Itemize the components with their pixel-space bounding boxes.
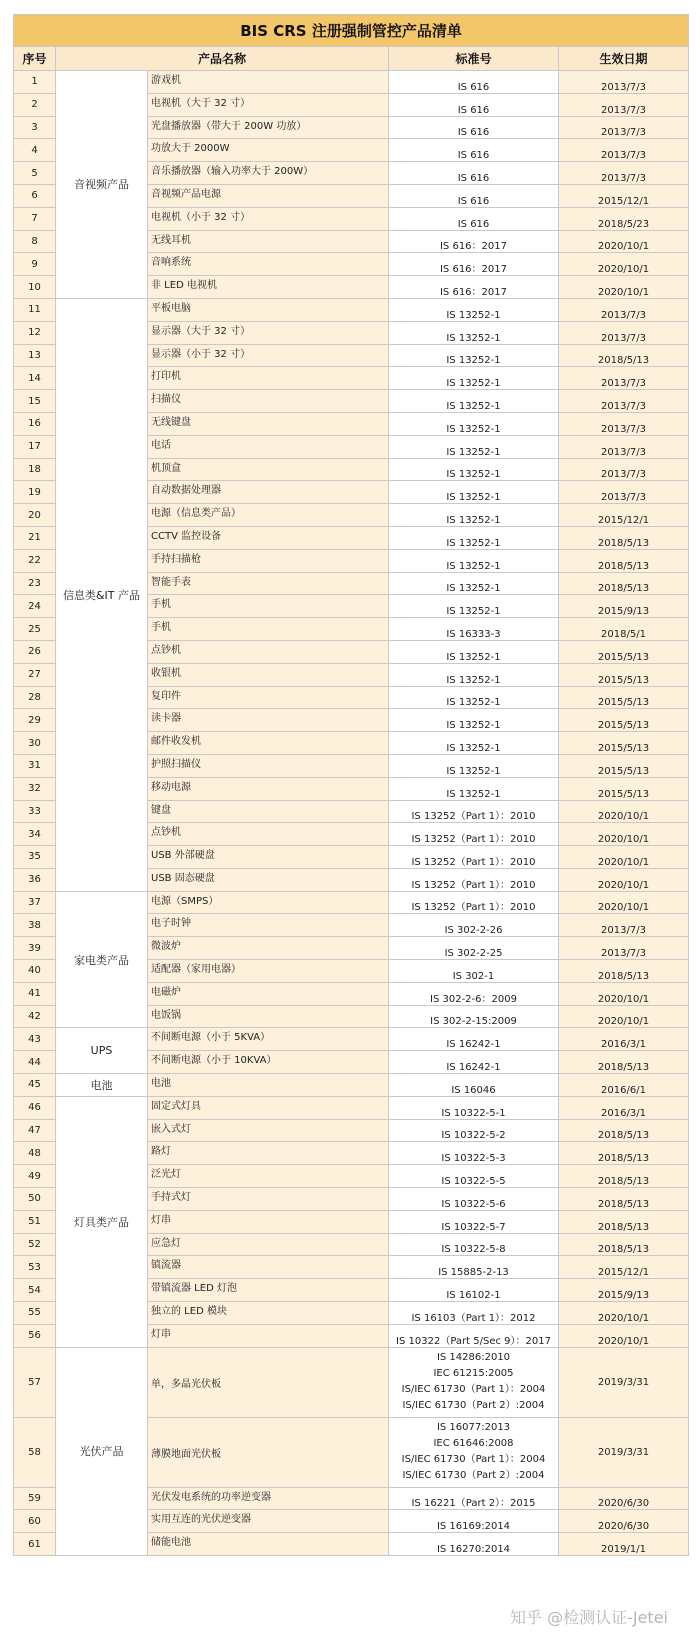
- standard-cell: IS 16242-1: [389, 1051, 559, 1074]
- standard-cell: IS 13252-1: [389, 686, 559, 709]
- product-name-cell: 光盘播放器（带大于 200W 功放）: [148, 116, 389, 139]
- product-name-cell: 带镇流器 LED 灯泡: [148, 1279, 389, 1302]
- row-number: 34: [14, 823, 56, 846]
- effective-date-cell: 2013/7/3: [559, 162, 689, 185]
- standard-cell: IS 13252（Part 1）：2010: [389, 846, 559, 869]
- category-cell: 光伏产品: [56, 1347, 148, 1555]
- product-name-cell: 收银机: [148, 663, 389, 686]
- product-name-cell: 固定式灯具: [148, 1096, 389, 1119]
- standard-cell: IS 13252-1: [389, 321, 559, 344]
- row-number: 6: [14, 184, 56, 207]
- row-number: 5: [14, 162, 56, 185]
- standard-cell: IS 10322-5-8: [389, 1233, 559, 1256]
- product-name-cell: 非 LED 电视机: [148, 276, 389, 299]
- row-number: 54: [14, 1279, 56, 1302]
- effective-date-cell: 2013/7/3: [559, 914, 689, 937]
- standard-cell: IS 616: [389, 93, 559, 116]
- effective-date-cell: 2013/7/3: [559, 481, 689, 504]
- row-number: 41: [14, 982, 56, 1005]
- row-number: 12: [14, 321, 56, 344]
- table-body: [14, 71, 689, 1556]
- product-name-cell: 灯串: [148, 1324, 389, 1347]
- product-name-cell: 键盘: [148, 800, 389, 823]
- standard-cell: [389, 1347, 559, 1417]
- standard-line: IS/IEC 61730（Part 1）：2004: [401, 1384, 546, 1396]
- header-date: 生效日期: [559, 47, 689, 71]
- product-name-cell: 邮件收发机: [148, 732, 389, 755]
- product-name-cell: 无线键盘: [148, 412, 389, 435]
- product-name-cell: 灯串: [148, 1210, 389, 1233]
- effective-date-cell: 2018/5/13: [559, 1188, 689, 1211]
- effective-date-cell: 2015/9/13: [559, 595, 689, 618]
- header-product: 产品名称: [56, 47, 389, 71]
- product-name-cell: 电视机（大于 32 寸）: [148, 93, 389, 116]
- effective-date-cell: 2018/5/13: [559, 1051, 689, 1074]
- effective-date-cell: 2018/5/13: [559, 960, 689, 983]
- standard-cell: IS 10322-5-1: [389, 1096, 559, 1119]
- effective-date-cell: 2020/10/1: [559, 1005, 689, 1028]
- standard-cell: IS 10322-5-7: [389, 1210, 559, 1233]
- standard-cell: IS 13252-1: [389, 435, 559, 458]
- standard-cell: IS 302-2-25: [389, 937, 559, 960]
- standard-line: IS/IEC 61730（Part 2）:2004: [402, 1400, 545, 1412]
- product-name-cell: 嵌入式灯: [148, 1119, 389, 1142]
- product-name-cell: 自动数据处理器: [148, 481, 389, 504]
- standard-cell: IS 13252-1: [389, 549, 559, 572]
- category-cell: 信息类&IT 产品: [56, 298, 148, 891]
- product-name-cell: 音响系统: [148, 253, 389, 276]
- row-number: 1: [14, 71, 56, 94]
- standard-cell: IS 302-1: [389, 960, 559, 983]
- effective-date-cell: 2018/5/13: [559, 572, 689, 595]
- product-name-cell: 薄膜地面光伏板: [148, 1417, 389, 1487]
- product-name-cell: 电池: [148, 1074, 389, 1097]
- standard-cell: IS 13252-1: [389, 526, 559, 549]
- standard-cell: IS 616: [389, 162, 559, 185]
- row-number: 56: [14, 1324, 56, 1347]
- standard-cell: IS 13252-1: [389, 344, 559, 367]
- standard-cell: IS 616：2017: [389, 276, 559, 299]
- product-name-cell: 不间断电源（小于 10KVA）: [148, 1051, 389, 1074]
- row-number: 50: [14, 1188, 56, 1211]
- standard-cell: IS 13252-1: [389, 481, 559, 504]
- product-name-cell: 电视机（小于 32 寸）: [148, 207, 389, 230]
- category-cell: 音视频产品: [56, 71, 148, 299]
- standard-cell: IS 616: [389, 71, 559, 94]
- effective-date-cell: 2016/3/1: [559, 1096, 689, 1119]
- standard-cell: IS 616：2017: [389, 253, 559, 276]
- row-number: 40: [14, 960, 56, 983]
- row-number: 37: [14, 891, 56, 914]
- row-number: 43: [14, 1028, 56, 1051]
- standard-cell: IS 16046: [389, 1074, 559, 1097]
- effective-date-cell: 2018/5/13: [559, 1210, 689, 1233]
- row-number: 14: [14, 367, 56, 390]
- effective-date-cell: 2016/6/1: [559, 1074, 689, 1097]
- standard-cell: IS 16102-1: [389, 1279, 559, 1302]
- effective-date-cell: 2013/7/3: [559, 367, 689, 390]
- category-cell: 家电类产品: [56, 891, 148, 1028]
- product-name-cell: 游戏机: [148, 71, 389, 94]
- row-number: 10: [14, 276, 56, 299]
- product-name-cell: 手持式灯: [148, 1188, 389, 1211]
- product-name-cell: 应急灯: [148, 1233, 389, 1256]
- standard-cell: IS 13252-1: [389, 732, 559, 755]
- effective-date-cell: 2013/7/3: [559, 71, 689, 94]
- product-table: [13, 14, 689, 1556]
- effective-date-cell: 2013/7/3: [559, 435, 689, 458]
- standard-line: IEC 61215:2005: [433, 1368, 514, 1380]
- standard-cell: IS 16169:2014: [389, 1510, 559, 1533]
- product-name-cell: 不间断电源（小于 5KVA）: [148, 1028, 389, 1051]
- table-row: [14, 1096, 689, 1119]
- row-number: 4: [14, 139, 56, 162]
- product-name-cell: 电源（SMPS）: [148, 891, 389, 914]
- product-name-cell: 独立的 LED 模块: [148, 1302, 389, 1325]
- standard-line: IS 14286:2010: [436, 1352, 511, 1364]
- standard-cell: IS 302-2-26: [389, 914, 559, 937]
- product-name-cell: 护照扫描仪: [148, 754, 389, 777]
- effective-date-cell: 2015/5/13: [559, 732, 689, 755]
- standard-line: IEC 61646:2008: [433, 1438, 514, 1450]
- row-number: 39: [14, 937, 56, 960]
- product-name-cell: 无线耳机: [148, 230, 389, 253]
- product-name-cell: 手持扫描枪: [148, 549, 389, 572]
- product-name-cell: 泛光灯: [148, 1165, 389, 1188]
- row-number: 36: [14, 868, 56, 891]
- row-number: 28: [14, 686, 56, 709]
- table-row: [14, 1028, 689, 1051]
- product-name-cell: 功放大于 2000W: [148, 139, 389, 162]
- table-title: BIS CRS 注册强制管控产品清单: [14, 15, 689, 47]
- table-row: [14, 71, 689, 94]
- header-no: 序号: [14, 47, 56, 71]
- effective-date-cell: 2020/10/1: [559, 1302, 689, 1325]
- row-number: 60: [14, 1510, 56, 1533]
- row-number: 20: [14, 504, 56, 527]
- effective-date-cell: 2018/5/13: [559, 344, 689, 367]
- effective-date-cell: 2020/10/1: [559, 891, 689, 914]
- product-name-cell: 适配器（家用电器）: [148, 960, 389, 983]
- row-number: 51: [14, 1210, 56, 1233]
- standard-cell: IS 13252-1: [389, 367, 559, 390]
- standard-cell: IS 10322-5-5: [389, 1165, 559, 1188]
- row-number: 3: [14, 116, 56, 139]
- standard-cell: IS 15885-2-13: [389, 1256, 559, 1279]
- standard-cell: IS 616: [389, 139, 559, 162]
- row-number: 57: [14, 1347, 56, 1417]
- product-name-cell: USB 固态硬盘: [148, 868, 389, 891]
- standard-cell: IS 13252-1: [389, 754, 559, 777]
- product-name-cell: CCTV 监控设备: [148, 526, 389, 549]
- standard-cell: IS 13252（Part 1）：2010: [389, 823, 559, 846]
- row-number: 38: [14, 914, 56, 937]
- product-name-cell: 智能手表: [148, 572, 389, 595]
- row-number: 45: [14, 1074, 56, 1097]
- row-number: 29: [14, 709, 56, 732]
- product-name-cell: USB 外部硬盘: [148, 846, 389, 869]
- standard-cell: IS 13252-1: [389, 412, 559, 435]
- standard-cell: IS 13252-1: [389, 390, 559, 413]
- watermark: 知乎 @检测认证-Jetei: [510, 1608, 668, 1627]
- effective-date-cell: 2020/10/1: [559, 276, 689, 299]
- effective-date-cell: 2020/10/1: [559, 230, 689, 253]
- row-number: 19: [14, 481, 56, 504]
- row-number: 61: [14, 1533, 56, 1556]
- effective-date-cell: 2015/9/13: [559, 1279, 689, 1302]
- standard-cell: IS 13252-1: [389, 504, 559, 527]
- product-name-cell: 实用互连的光伏逆变器: [148, 1510, 389, 1533]
- table-row: [14, 891, 689, 914]
- category-cell: 电池: [56, 1074, 148, 1097]
- product-name-cell: 电磁炉: [148, 982, 389, 1005]
- row-number: 35: [14, 846, 56, 869]
- effective-date-cell: 2018/5/13: [559, 549, 689, 572]
- product-name-cell: 打印机: [148, 367, 389, 390]
- row-number: 22: [14, 549, 56, 572]
- category-cell: UPS: [56, 1028, 148, 1074]
- effective-date-cell: 2019/3/31: [559, 1417, 689, 1487]
- row-number: 31: [14, 754, 56, 777]
- table-row: [14, 1074, 689, 1097]
- effective-date-cell: 2013/7/3: [559, 93, 689, 116]
- standard-cell: IS 16242-1: [389, 1028, 559, 1051]
- product-name-cell: 单，多晶光伏板: [148, 1347, 389, 1417]
- product-name-cell: 镇流器: [148, 1256, 389, 1279]
- table-row: [14, 298, 689, 321]
- effective-date-cell: 2020/10/1: [559, 846, 689, 869]
- table-row: [14, 1347, 689, 1417]
- product-name-cell: 电话: [148, 435, 389, 458]
- effective-date-cell: 2013/7/3: [559, 937, 689, 960]
- standard-cell: IS 616: [389, 207, 559, 230]
- row-number: 17: [14, 435, 56, 458]
- row-number: 27: [14, 663, 56, 686]
- effective-date-cell: 2018/5/13: [559, 1142, 689, 1165]
- standard-line: IS 16077:2013: [436, 1422, 511, 1434]
- standard-cell: IS 10322-5-3: [389, 1142, 559, 1165]
- effective-date-cell: 2013/7/3: [559, 139, 689, 162]
- product-name-cell: 音视频产品电源: [148, 184, 389, 207]
- category-cell: 灯具类产品: [56, 1096, 148, 1347]
- effective-date-cell: 2013/7/3: [559, 458, 689, 481]
- standard-cell: IS 13252-1: [389, 663, 559, 686]
- row-number: 15: [14, 390, 56, 413]
- product-name-cell: 光伏发电系统的功率逆变器: [148, 1487, 389, 1510]
- row-number: 30: [14, 732, 56, 755]
- effective-date-cell: 2015/5/13: [559, 640, 689, 663]
- effective-date-cell: 2013/7/3: [559, 298, 689, 321]
- product-name-cell: 复印件: [148, 686, 389, 709]
- standard-cell: IS 13252-1: [389, 640, 559, 663]
- standard-cell: IS 10322-5-2: [389, 1119, 559, 1142]
- standard-cell: IS 616：2017: [389, 230, 559, 253]
- effective-date-cell: 2020/10/1: [559, 1324, 689, 1347]
- product-name-cell: 储能电池: [148, 1533, 389, 1556]
- row-number: 52: [14, 1233, 56, 1256]
- product-name-cell: 手机: [148, 618, 389, 641]
- effective-date-cell: 2020/6/30: [559, 1487, 689, 1510]
- row-number: 44: [14, 1051, 56, 1074]
- effective-date-cell: 2013/7/3: [559, 321, 689, 344]
- effective-date-cell: 2020/10/1: [559, 868, 689, 891]
- product-name-cell: 平板电脑: [148, 298, 389, 321]
- table-container: [13, 14, 688, 1556]
- effective-date-cell: 2019/1/1: [559, 1533, 689, 1556]
- effective-date-cell: 2018/5/13: [559, 1119, 689, 1142]
- product-name-cell: 显示器（大于 32 寸）: [148, 321, 389, 344]
- row-number: 25: [14, 618, 56, 641]
- row-number: 32: [14, 777, 56, 800]
- standard-line: IS/IEC 61730（Part 1）：2004: [401, 1454, 546, 1466]
- effective-date-cell: 2020/10/1: [559, 253, 689, 276]
- effective-date-cell: 2016/3/1: [559, 1028, 689, 1051]
- standard-cell: IS 13252-1: [389, 458, 559, 481]
- standard-line: IS/IEC 61730（Part 2）:2004: [402, 1470, 545, 1482]
- standard-cell: IS 13252-1: [389, 595, 559, 618]
- row-number: 53: [14, 1256, 56, 1279]
- standard-cell: IS 13252-1: [389, 777, 559, 800]
- product-name-cell: 电饭锅: [148, 1005, 389, 1028]
- product-name-cell: 手机: [148, 595, 389, 618]
- row-number: 7: [14, 207, 56, 230]
- standard-cell: IS 10322-5-6: [389, 1188, 559, 1211]
- row-number: 2: [14, 93, 56, 116]
- standard-cell: IS 13252-1: [389, 709, 559, 732]
- row-number: 18: [14, 458, 56, 481]
- effective-date-cell: 2020/10/1: [559, 823, 689, 846]
- product-name-cell: 点钞机: [148, 640, 389, 663]
- effective-date-cell: 2018/5/23: [559, 207, 689, 230]
- effective-date-cell: 2015/12/1: [559, 1256, 689, 1279]
- effective-date-cell: 2018/5/1: [559, 618, 689, 641]
- standard-cell: IS 13252-1: [389, 572, 559, 595]
- row-number: 47: [14, 1119, 56, 1142]
- standard-cell: IS 13252-1: [389, 298, 559, 321]
- standard-cell: IS 16221（Part 2）：2015: [389, 1487, 559, 1510]
- effective-date-cell: 2013/7/3: [559, 116, 689, 139]
- product-name-cell: 机顶盒: [148, 458, 389, 481]
- standard-cell: IS 16333-3: [389, 618, 559, 641]
- row-number: 8: [14, 230, 56, 253]
- product-name-cell: 微波炉: [148, 937, 389, 960]
- row-number: 9: [14, 253, 56, 276]
- standard-cell: IS 616: [389, 116, 559, 139]
- row-number: 16: [14, 412, 56, 435]
- effective-date-cell: 2019/3/31: [559, 1347, 689, 1417]
- product-name-cell: 电子时钟: [148, 914, 389, 937]
- header-standard: 标准号: [389, 47, 559, 71]
- row-number: 26: [14, 640, 56, 663]
- product-name-cell: 扫描仪: [148, 390, 389, 413]
- row-number: 11: [14, 298, 56, 321]
- row-number: 24: [14, 595, 56, 618]
- row-number: 55: [14, 1302, 56, 1325]
- product-name-cell: 路灯: [148, 1142, 389, 1165]
- row-number: 58: [14, 1417, 56, 1487]
- row-number: 46: [14, 1096, 56, 1119]
- row-number: 23: [14, 572, 56, 595]
- effective-date-cell: 2018/5/13: [559, 1165, 689, 1188]
- effective-date-cell: 2015/5/13: [559, 663, 689, 686]
- row-number: 42: [14, 1005, 56, 1028]
- effective-date-cell: 2020/10/1: [559, 982, 689, 1005]
- row-number: 49: [14, 1165, 56, 1188]
- row-number: 59: [14, 1487, 56, 1510]
- effective-date-cell: 2020/10/1: [559, 800, 689, 823]
- product-name-cell: 显示器（小于 32 寸）: [148, 344, 389, 367]
- effective-date-cell: 2020/6/30: [559, 1510, 689, 1533]
- effective-date-cell: 2018/5/13: [559, 1233, 689, 1256]
- row-number: 48: [14, 1142, 56, 1165]
- effective-date-cell: 2018/5/13: [559, 526, 689, 549]
- effective-date-cell: 2015/5/13: [559, 777, 689, 800]
- row-number: 13: [14, 344, 56, 367]
- product-name-cell: 电源（信息类产品）: [148, 504, 389, 527]
- row-number: 33: [14, 800, 56, 823]
- product-name-cell: 音乐播放器（输入功率大于 200W）: [148, 162, 389, 185]
- product-name-cell: 点钞机: [148, 823, 389, 846]
- standard-cell: IS 13252（Part 1）：2010: [389, 868, 559, 891]
- standard-cell: IS 16270:2014: [389, 1533, 559, 1556]
- row-number: 21: [14, 526, 56, 549]
- effective-date-cell: 2015/5/13: [559, 754, 689, 777]
- standard-cell: [389, 1417, 559, 1487]
- product-name-cell: 读卡器: [148, 709, 389, 732]
- effective-date-cell: 2013/7/3: [559, 412, 689, 435]
- effective-date-cell: 2015/12/1: [559, 184, 689, 207]
- effective-date-cell: 2015/5/13: [559, 686, 689, 709]
- effective-date-cell: 2015/12/1: [559, 504, 689, 527]
- effective-date-cell: 2015/5/13: [559, 709, 689, 732]
- standard-cell: IS 16103（Part 1）：2012: [389, 1302, 559, 1325]
- standard-cell: IS 302-2-15:2009: [389, 1005, 559, 1028]
- standard-cell: IS 302-2-6：2009: [389, 982, 559, 1005]
- standard-cell: IS 13252（Part 1）：2010: [389, 800, 559, 823]
- effective-date-cell: 2013/7/3: [559, 390, 689, 413]
- standard-cell: IS 616: [389, 184, 559, 207]
- standard-cell: IS 13252（Part 1）：2010: [389, 891, 559, 914]
- product-name-cell: 移动电源: [148, 777, 389, 800]
- standard-cell: IS 10322（Part 5/Sec 9）：2017: [389, 1324, 559, 1347]
